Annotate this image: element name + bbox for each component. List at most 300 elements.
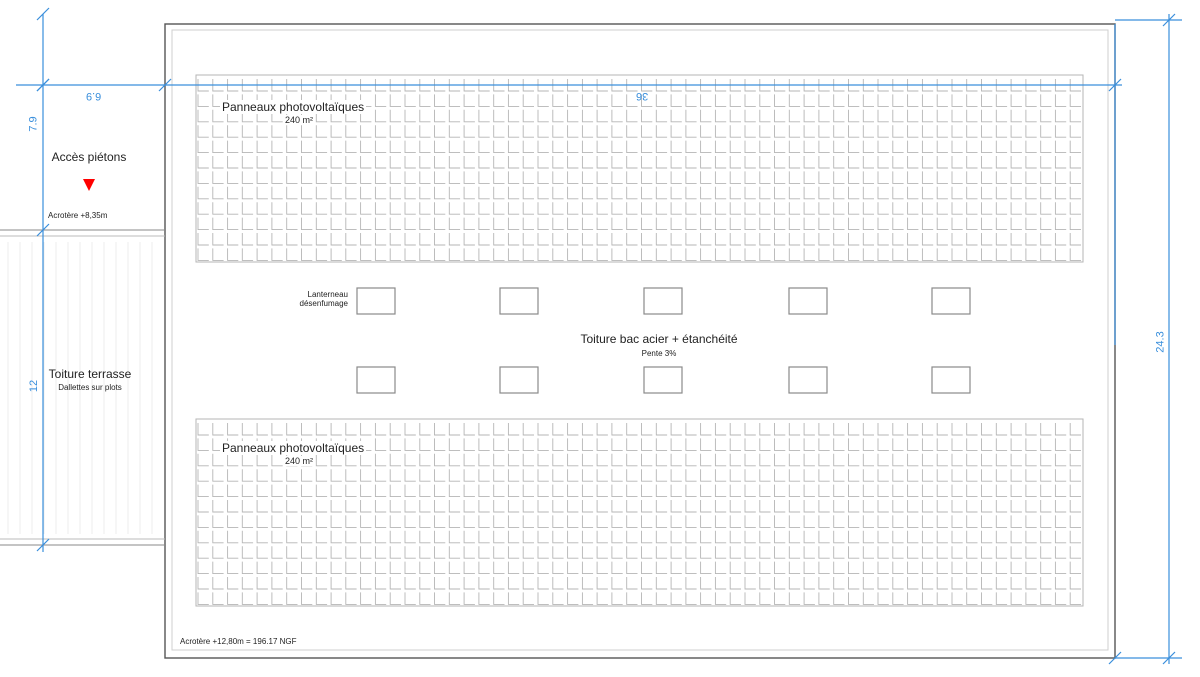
pv-panel: [775, 577, 786, 589]
pv-panel: [760, 171, 771, 183]
pv-panel: [346, 577, 357, 589]
pv-panel: [922, 515, 933, 527]
pv-panel: [213, 125, 224, 137]
pv-panel: [863, 469, 874, 481]
pv-panel: [1026, 202, 1037, 214]
pv-panel: [375, 531, 386, 543]
pv-panel: [849, 438, 860, 450]
pv-panel: [346, 233, 357, 245]
pv-panel: [893, 562, 904, 574]
pv-panel: [671, 171, 682, 183]
pv-panel: [952, 202, 963, 214]
pv-panel: [420, 171, 431, 183]
pv-panel: [435, 141, 446, 153]
pv-panel: [908, 438, 919, 450]
pv-panel: [390, 469, 401, 481]
pv-panel: [390, 171, 401, 183]
pv-panel: [582, 125, 593, 137]
pv-top-title: Panneaux photovoltaïques: [222, 100, 365, 114]
pv-panel: [627, 218, 638, 230]
pv-panel: [863, 141, 874, 153]
pv-panel: [538, 423, 549, 435]
pv-panel: [1055, 423, 1066, 435]
pv-panel: [834, 592, 845, 604]
pv-panel: [597, 187, 608, 199]
pv-panel: [893, 500, 904, 512]
pv-panel: [361, 141, 372, 153]
pv-panel: [627, 592, 638, 604]
pv-panel: [508, 110, 519, 122]
pv-panel: [1026, 125, 1037, 137]
pv-panel: [523, 233, 534, 245]
pv-panel: [538, 218, 549, 230]
pv-panel: [405, 546, 416, 558]
pv-panel: [1041, 187, 1052, 199]
pv-panel: [937, 110, 948, 122]
pv-panel: [996, 485, 1007, 497]
pv-panel: [1070, 202, 1081, 214]
pv-panel: [819, 141, 830, 153]
pv-panel: [878, 469, 889, 481]
pv-panel: [804, 187, 815, 199]
pv-panel: [316, 141, 327, 153]
pv-panel: [745, 562, 756, 574]
pv-panel: [242, 469, 253, 481]
pv-panel: [878, 485, 889, 497]
pv-panel: [1026, 531, 1037, 543]
pv-panel: [671, 469, 682, 481]
pv-panel: [878, 156, 889, 168]
pv-panel: [435, 233, 446, 245]
pv-panel: [996, 515, 1007, 527]
pv-panel: [346, 218, 357, 230]
pv-panel: [420, 469, 431, 481]
entrance-marker-icon: [83, 179, 95, 191]
pv-panel: [331, 454, 342, 466]
pv-panel: [272, 454, 283, 466]
pv-panel: [671, 94, 682, 106]
pv-panel: [967, 110, 978, 122]
pv-panel: [302, 562, 313, 574]
pv-panel: [1041, 110, 1052, 122]
pv-panel: [257, 423, 268, 435]
pv-panel: [701, 454, 712, 466]
pv-panel: [967, 248, 978, 260]
pv-panel: [834, 94, 845, 106]
pv-panel: [287, 248, 298, 260]
pv-panel: [597, 577, 608, 589]
terrace-title: Toiture terrasse: [48, 367, 132, 381]
pv-panel: [982, 233, 993, 245]
pv-panel: [642, 485, 653, 497]
pv-panel: [627, 454, 638, 466]
pv-panel: [730, 141, 741, 153]
pv-panel: [789, 515, 800, 527]
pv-panel: [272, 125, 283, 137]
pv-panel: [937, 218, 948, 230]
pv-panel: [878, 438, 889, 450]
pv-panel: [331, 218, 342, 230]
pv-panel: [671, 438, 682, 450]
pv-panel: [656, 423, 667, 435]
pv-panel: [642, 546, 653, 558]
pv-panel: [272, 156, 283, 168]
pv-panel: [760, 202, 771, 214]
pv-panel: [582, 202, 593, 214]
acroterion-main-label: Acrotère +12,80m = 196.17 NGF: [180, 637, 297, 646]
pv-panel: [686, 515, 697, 527]
pv-panel: [834, 438, 845, 450]
pv-panel: [671, 110, 682, 122]
pv-panel: [198, 202, 209, 214]
pv-panel: [538, 94, 549, 106]
pv-panel: [671, 592, 682, 604]
pv-panel: [922, 577, 933, 589]
pv-panel: [1041, 500, 1052, 512]
pv-panel: [597, 485, 608, 497]
pv-panel: [878, 110, 889, 122]
dim-value-terrace-depth: 12: [28, 379, 41, 393]
pv-panel: [287, 515, 298, 527]
pv-panel: [553, 423, 564, 435]
pv-panel: [523, 125, 534, 137]
pv-panel: [1026, 454, 1037, 466]
pv-panel: [464, 562, 475, 574]
pv-panel: [435, 125, 446, 137]
skylight: [789, 367, 827, 393]
pv-panel: [272, 562, 283, 574]
pv-panel: [893, 187, 904, 199]
pv-panel: [760, 110, 771, 122]
pv-panel: [789, 248, 800, 260]
pv-panel: [863, 110, 874, 122]
pv-panel: [257, 577, 268, 589]
pv-panel: [745, 500, 756, 512]
entrance-label: Accès piétons: [51, 150, 127, 164]
pv-panel: [878, 423, 889, 435]
pv-panel: [819, 577, 830, 589]
pv-panel: [228, 156, 239, 168]
pv-panel: [686, 110, 697, 122]
pv-panel: [242, 546, 253, 558]
pv-panel: [464, 171, 475, 183]
pv-panel: [553, 202, 564, 214]
pv-panel: [228, 454, 239, 466]
pv-panel: [316, 202, 327, 214]
pv-panel: [701, 187, 712, 199]
pv-panel: [242, 233, 253, 245]
pv-panel: [982, 202, 993, 214]
pv-panel: [346, 592, 357, 604]
pv-panel: [1070, 233, 1081, 245]
pv-panel: [272, 546, 283, 558]
pv-panel: [908, 233, 919, 245]
pv-panel: [952, 110, 963, 122]
pv-panel: [1070, 438, 1081, 450]
pv-panel: [775, 531, 786, 543]
pv-panel: [508, 171, 519, 183]
pv-panel: [213, 218, 224, 230]
pv-panel: [922, 202, 933, 214]
pv-panel: [1041, 171, 1052, 183]
pv-panel: [523, 423, 534, 435]
pv-panel: [553, 577, 564, 589]
pv-panel: [627, 187, 638, 199]
pv-panel: [538, 500, 549, 512]
pv-panel: [375, 515, 386, 527]
pv-panel: [375, 577, 386, 589]
pv-panel: [760, 141, 771, 153]
pv-panel: [656, 248, 667, 260]
pv-panel: [198, 110, 209, 122]
pv-panel: [775, 202, 786, 214]
pv-panel: [1011, 218, 1022, 230]
pv-panel: [405, 562, 416, 574]
pv-panel: [686, 454, 697, 466]
pv-panel: [627, 171, 638, 183]
pv-panel: [361, 233, 372, 245]
pv-panel: [597, 248, 608, 260]
pv-panel: [775, 485, 786, 497]
pv-panel: [656, 187, 667, 199]
pv-panel: [671, 531, 682, 543]
pv-panel: [937, 438, 948, 450]
pv-panel: [627, 515, 638, 527]
pv-panel: [789, 110, 800, 122]
skylight: [644, 288, 682, 314]
pv-panel: [863, 125, 874, 137]
pv-panel: [745, 141, 756, 153]
pv-panel: [331, 171, 342, 183]
pv-panel: [449, 110, 460, 122]
pv-panel: [996, 125, 1007, 137]
pv-panel: [257, 141, 268, 153]
pv-panel: [1041, 546, 1052, 558]
pv-panel: [435, 546, 446, 558]
pv-panel: [804, 423, 815, 435]
pv-panel: [819, 248, 830, 260]
pv-panel: [982, 141, 993, 153]
pv-panel: [789, 546, 800, 558]
pv-panel: [508, 546, 519, 558]
pv-panel: [760, 438, 771, 450]
pv-panel: [863, 577, 874, 589]
pv-panel: [1055, 454, 1066, 466]
pv-panel: [1070, 546, 1081, 558]
pv-panel: [568, 515, 579, 527]
pv-panel: [908, 577, 919, 589]
pv-panel: [863, 202, 874, 214]
pv-panel: [316, 546, 327, 558]
pv-panel: [937, 125, 948, 137]
pv-panel: [272, 531, 283, 543]
pv-panel: [420, 485, 431, 497]
skylight: [644, 367, 682, 393]
pv-panel: [272, 469, 283, 481]
pv-panel: [449, 187, 460, 199]
pv-panel: [760, 531, 771, 543]
pv-panel: [789, 592, 800, 604]
pv-panel: [982, 171, 993, 183]
pv-panel: [420, 187, 431, 199]
pv-panel: [287, 546, 298, 558]
pv-panel: [405, 233, 416, 245]
pv-panel: [863, 171, 874, 183]
pv-panel: [597, 562, 608, 574]
pv-panel: [789, 500, 800, 512]
pv-panel: [538, 156, 549, 168]
pv-panel: [730, 248, 741, 260]
pv-panel: [1026, 592, 1037, 604]
pv-panel: [464, 515, 475, 527]
pv-panel: [1026, 423, 1037, 435]
pv-panel: [775, 233, 786, 245]
pv-panel: [967, 515, 978, 527]
pv-panel: [715, 141, 726, 153]
pv-panel: [302, 125, 313, 137]
pv-panel: [198, 485, 209, 497]
pv-panel: [464, 531, 475, 543]
pv-panel: [982, 577, 993, 589]
pv-panel: [996, 454, 1007, 466]
pv-panel: [405, 423, 416, 435]
pv-panel: [597, 218, 608, 230]
pv-panel: [701, 156, 712, 168]
pv-panel: [405, 485, 416, 497]
pv-panel: [375, 218, 386, 230]
pv-panel: [375, 423, 386, 435]
pv-panel: [656, 110, 667, 122]
pv-panel: [420, 248, 431, 260]
pv-panel: [198, 156, 209, 168]
pv-panel: [745, 202, 756, 214]
pv-panel: [523, 110, 534, 122]
pv-panel: [568, 141, 579, 153]
pv-panel: [1055, 233, 1066, 245]
pv-panel: [656, 233, 667, 245]
pv-panel: [922, 141, 933, 153]
pv-panel: [642, 187, 653, 199]
pv-panel: [937, 171, 948, 183]
pv-panel: [375, 454, 386, 466]
pv-panel: [228, 577, 239, 589]
pv-panel: [1055, 531, 1066, 543]
pv-panel: [449, 125, 460, 137]
pv-panel: [627, 110, 638, 122]
pv-panel: [435, 531, 446, 543]
pv-panel: [715, 156, 726, 168]
pv-panel: [1026, 156, 1037, 168]
pv-panel: [1055, 94, 1066, 106]
pv-panel: [375, 233, 386, 245]
pv-panel: [878, 562, 889, 574]
pv-panel: [1055, 592, 1066, 604]
pv-panel: [922, 171, 933, 183]
pv-panel: [198, 500, 209, 512]
pv-panel: [479, 500, 490, 512]
pv-panel: [213, 423, 224, 435]
pv-panel: [1070, 156, 1081, 168]
pv-panel: [967, 454, 978, 466]
pv-panel: [730, 485, 741, 497]
pv-panel: [316, 562, 327, 574]
pv-panel: [760, 248, 771, 260]
pv-panel: [272, 485, 283, 497]
pv-panel: [686, 202, 697, 214]
pv-panel: [656, 531, 667, 543]
pv-panel: [302, 592, 313, 604]
pv-panel: [302, 202, 313, 214]
pv-panel: [863, 187, 874, 199]
pv-panel: [464, 156, 475, 168]
pv-panel: [302, 423, 313, 435]
pv-panel: [479, 485, 490, 497]
pv-panel: [1041, 248, 1052, 260]
pv-panel: [612, 202, 623, 214]
pv-panel: [597, 592, 608, 604]
pv-panel: [775, 141, 786, 153]
pv-panel: [228, 202, 239, 214]
pv-panel: [760, 94, 771, 106]
pv-panel: [228, 469, 239, 481]
pv-panel: [967, 156, 978, 168]
pv-panel: [996, 469, 1007, 481]
pv-panel: [375, 125, 386, 137]
pv-panel: [760, 469, 771, 481]
pv-panel: [1070, 469, 1081, 481]
pv-panel: [198, 187, 209, 199]
pv-panel: [686, 141, 697, 153]
pv-panel: [745, 218, 756, 230]
pv-panel: [523, 469, 534, 481]
pv-panel: [937, 141, 948, 153]
pv-panel: [893, 531, 904, 543]
pv-panel: [375, 438, 386, 450]
pv-panel: [996, 94, 1007, 106]
pv-panel: [701, 500, 712, 512]
pv-panel: [228, 187, 239, 199]
pv-panel: [568, 156, 579, 168]
pv-panel: [982, 248, 993, 260]
pv-panel: [464, 110, 475, 122]
pv-panel: [893, 218, 904, 230]
pv-panel: [730, 531, 741, 543]
pv-panel: [523, 156, 534, 168]
pv-panel: [686, 500, 697, 512]
pv-panel: [568, 110, 579, 122]
pv-panel: [568, 233, 579, 245]
pv-panel: [893, 438, 904, 450]
pv-panel: [642, 156, 653, 168]
pv-panel: [242, 454, 253, 466]
pv-panel: [464, 438, 475, 450]
pv-panel: [982, 156, 993, 168]
pv-panel: [789, 94, 800, 106]
pv-panel: [612, 171, 623, 183]
pv-panel: [346, 202, 357, 214]
pv-panel: [449, 438, 460, 450]
pv-panel: [568, 577, 579, 589]
pv-panel: [789, 187, 800, 199]
pv-panel: [449, 454, 460, 466]
pv-panel: [775, 248, 786, 260]
pv-panel: [715, 469, 726, 481]
pv-panel: [967, 500, 978, 512]
pv-panel: [508, 156, 519, 168]
pv-panel: [937, 500, 948, 512]
pv-panel: [346, 171, 357, 183]
pv-panel: [804, 577, 815, 589]
